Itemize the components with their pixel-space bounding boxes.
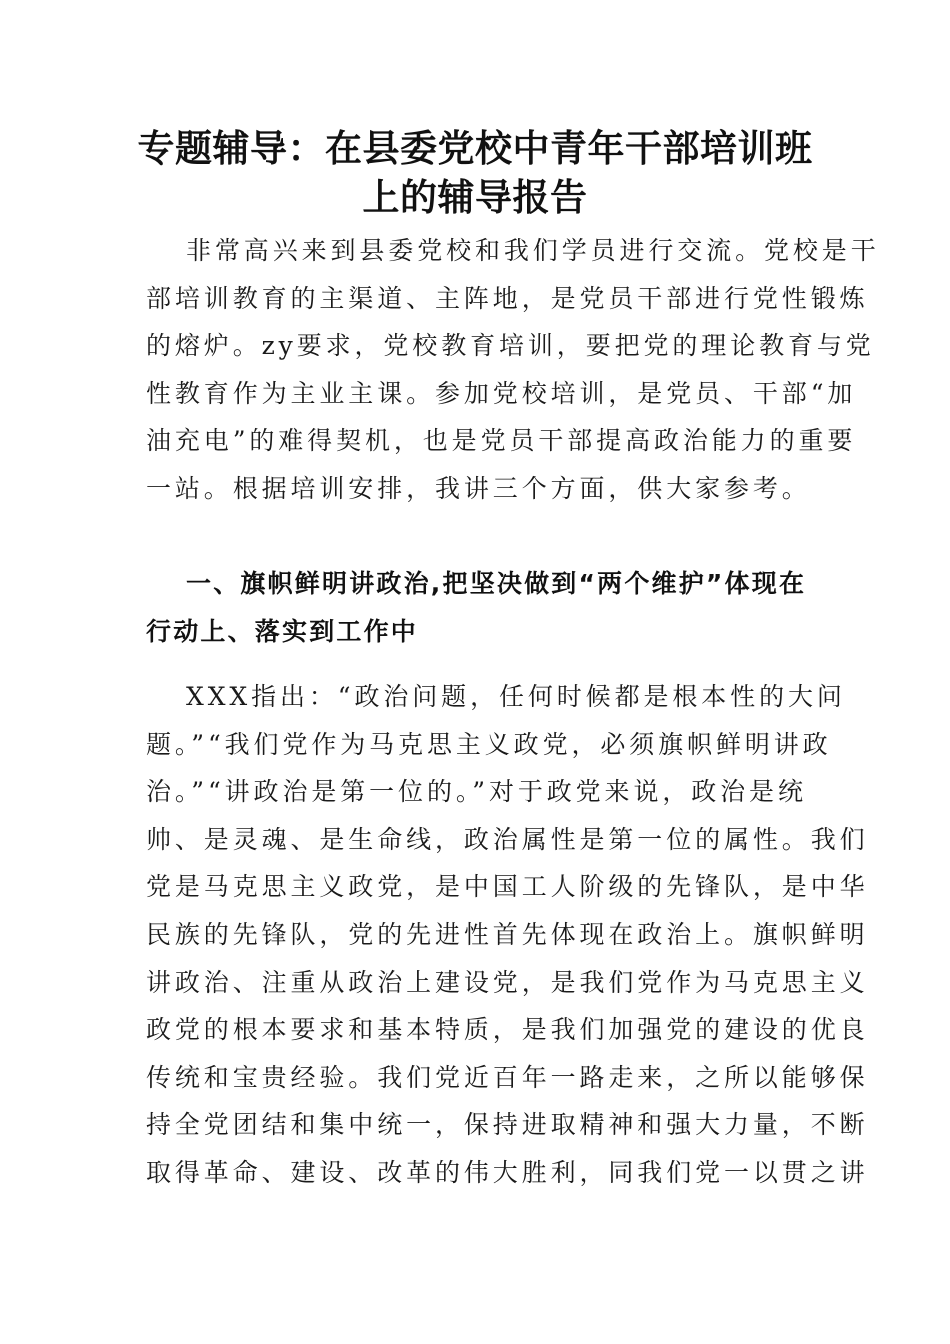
paragraph-line: 治。”“讲政治是第一位的。”对于政党来说，政治是统 xyxy=(146,777,807,807)
title-line: 专题辅导：在县委党校中青年干部培训班 xyxy=(137,126,813,170)
section-paragraph xyxy=(146,673,869,1197)
paragraph-line: 性教育作为主业主课。参加党校培训，是党员、干部“加 xyxy=(146,378,857,408)
paragraph-line: 题。”“我们党作为马克思主义政党，必须旗帜鲜明讲政 xyxy=(146,729,832,759)
paragraph-line: 非常高兴来到县委党校和我们学员进行交流。党校是干 xyxy=(186,236,880,265)
paragraph-line: 政党的根本要求和基本特质，是我们加强党的建设的优良 xyxy=(146,1015,869,1045)
document-title xyxy=(100,124,850,222)
paragraph-line: 传统和宝贵经验。我们党近百年一路走来，之所以能够保 xyxy=(146,1062,869,1092)
title-line: 上的辅导报告 xyxy=(362,175,588,219)
paragraph-line: 的熔炉。zy要求，党校教育培训，要把党的理论教育与党 xyxy=(146,331,875,361)
paragraph-line: 部培训教育的主渠道、主阵地，是党员干部进行党性锻炼 xyxy=(146,283,869,313)
paragraph-line: 取得革命、建设、改革的伟大胜利，同我们党一以贯之讲 xyxy=(146,1157,869,1187)
paragraph-line: 民族的先锋队，党的先进性首先体现在政治上。旗帜鲜明 xyxy=(146,919,869,949)
heading-line: 一、旗帜鲜明讲政治,把坚决做到“两个维护”体现在 xyxy=(186,569,807,598)
section-heading xyxy=(146,560,814,655)
paragraph-line: 一站。根据培训安排，我讲三个方面，供大家参考。 xyxy=(146,473,811,503)
intro-paragraph xyxy=(146,227,880,513)
paragraph-line: XXX指出：“政治问题，任何时候都是根本性的大问 xyxy=(186,682,846,711)
paragraph-line: 讲政治、注重从政治上建设党，是我们党作为马克思主义 xyxy=(146,967,869,997)
heading-line: 行动上、落实到工作中 xyxy=(146,616,419,646)
paragraph-line: 油充电”的难得契机，也是党员干部提高政治能力的重要 xyxy=(146,426,857,456)
paragraph-line: 党是马克思主义政党，是中国工人阶级的先锋队，是中华 xyxy=(146,872,869,902)
paragraph-line: 帅、是灵魂、是生命线，政治属性是第一位的属性。我们 xyxy=(146,824,869,854)
paragraph-line: 持全党团结和集中统一，保持进取精神和强大力量，不断 xyxy=(146,1110,869,1140)
